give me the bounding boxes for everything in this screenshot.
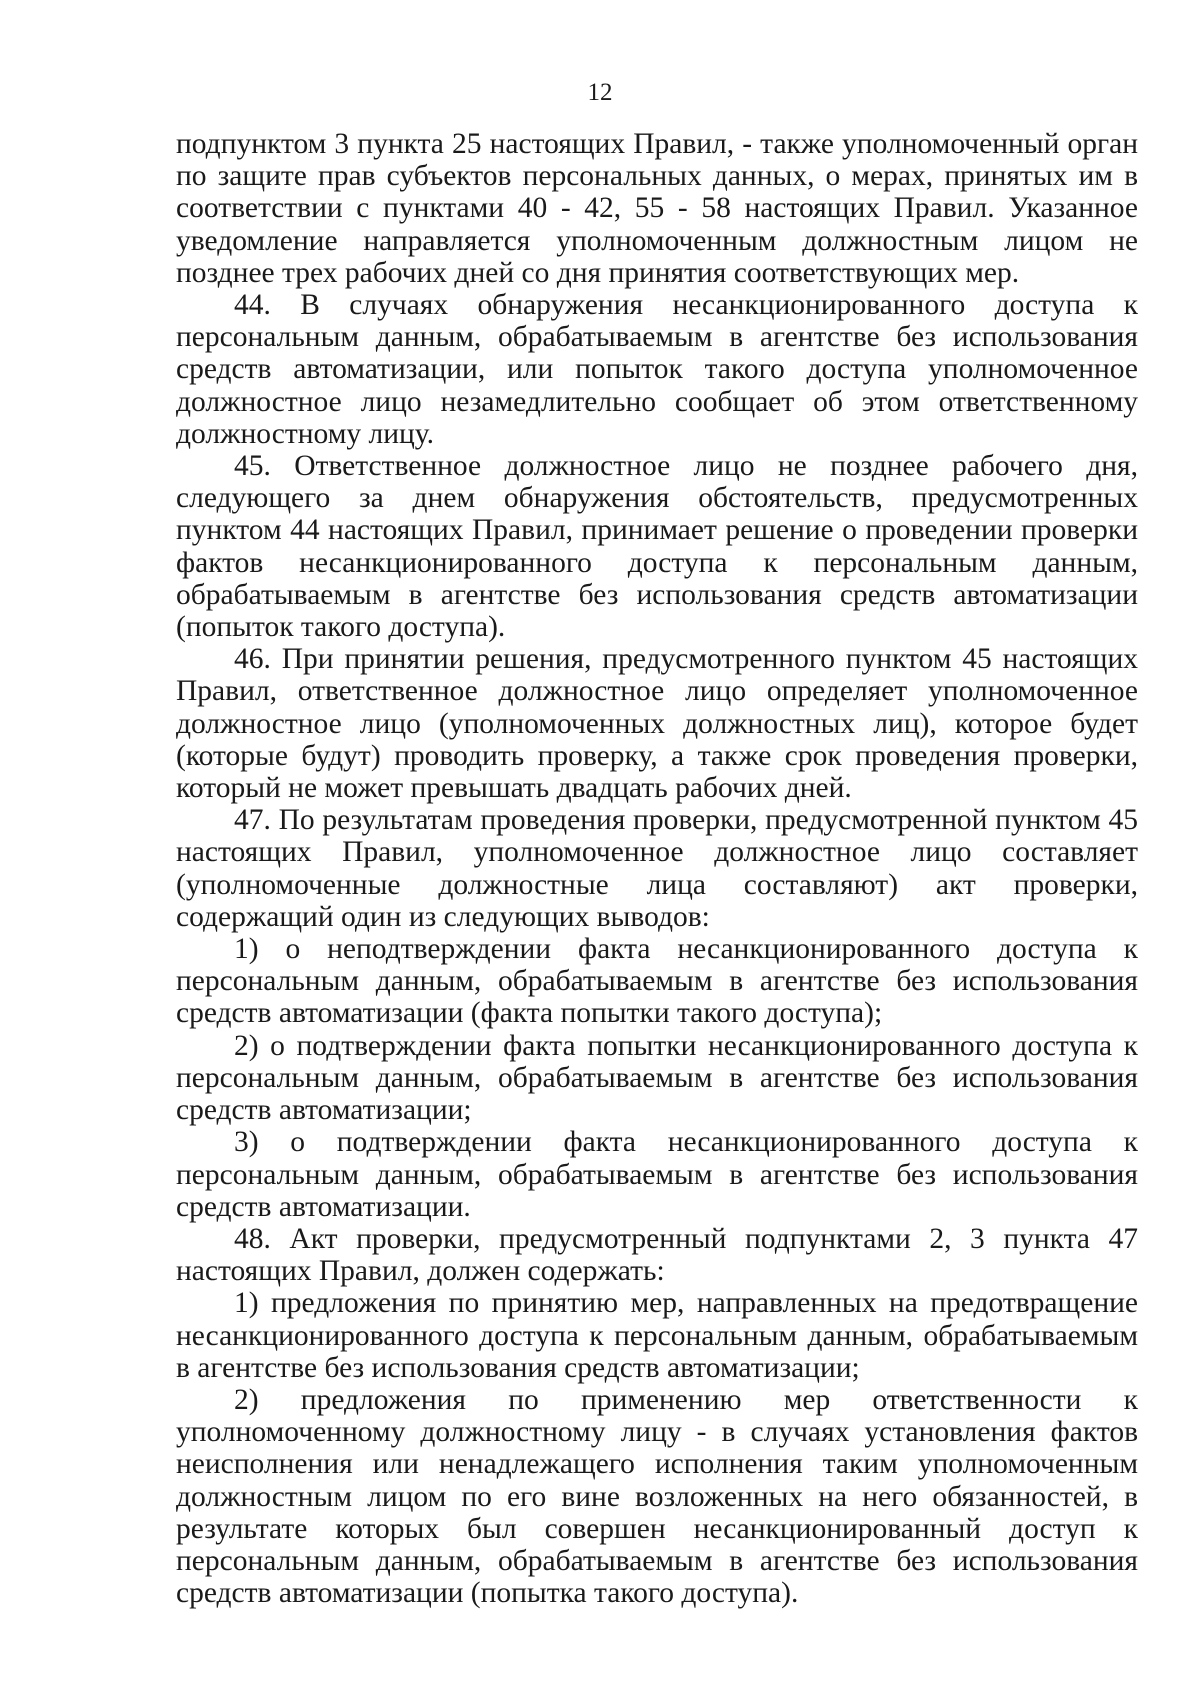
document-body (176, 128, 1138, 1609)
subparagraph-47-3: 3) о подтверждении факта несанкционированного доступа к персональным данным, обрабатываемым в агентстве без использования средств автоматизации. (176, 1126, 1138, 1223)
paragraph-46: 46. При принятии решения, предусмотренного пунктом 45 настоящих Правил, ответственное должностное лицо определяет уполномоченное должностное лицо (уполномоченных должностных лиц), которое будет (которые будут) проводить проверку, а также срок проведения проверки, который не может превышать двадцать рабочих дней. (176, 643, 1138, 805)
paragraph-continuation: подпунктом 3 пункта 25 настоящих Правил, - также уполномоченный орган по защите прав субъектов персональных данных, о мерах, принятых им в соответствии с пунктами 40 - 42, 55 - 58 настоящих Правил. Указанное уведомление направляется уполномоченным должностным лицом не позднее трех рабочих дней со дня принятия соответствующих мер. (176, 128, 1138, 289)
subparagraph-48-2: 2) предложения по применению мер ответственности к уполномоченному должностному лицу - в случаях установления фактов неисполнения или ненадлежащего исполнения таким уполномоченным должностным лицом по его вине возложенных на него обязанностей, в результате которых был совершен несанкционированный доступ к персональным данным, обрабатываемым в агентстве без использования средств автоматизации (попытка такого доступа). (176, 1383, 1138, 1610)
subparagraph-47-1: 1) о неподтверждении факта несанкционированного доступа к персональным данным, обрабатываемым в агентстве без использования средств автоматизации (факта попытки такого доступа); (176, 933, 1138, 1030)
paragraph-44: 44. В случаях обнаружения несанкционированного доступа к персональным данным, обрабатываемым в агентстве без использования средств автоматизации, или попыток такого доступа уполномоченное должностное лицо незамедлительно сообщает об этом ответственному должностному лицу. (176, 289, 1138, 450)
paragraph-47: 47. По результатам проведения проверки, предусмотренной пунктом 45 настоящих Правил, уполномоченное должностное лицо составляет (уполномоченные должностные лица составляют) акт проверки, содержащий один из следующих выводов: (176, 804, 1138, 933)
paragraph-45: 45. Ответственное должностное лицо не позднее рабочего дня, следующего за днем обнаружения обстоятельств, предусмотренных пунктом 44 настоящих Правил, принимает решение о проведении проверки фактов несанкционированного доступа к персональным данным, обрабатываемым в агентстве без использования средств автоматизации (попыток такого доступа). (176, 450, 1138, 644)
subparagraph-48-1: 1) предложения по принятию мер, направленных на предотвращение несанкционированного доступа к персональным данным, обрабатываемым в агентстве без использования средств автоматизации; (176, 1287, 1138, 1384)
subparagraph-47-2: 2) о подтверждении факта попытки несанкционированного доступа к персональным данным, обрабатываемым в агентстве без использования средств автоматизации; (176, 1029, 1138, 1127)
page-number: 12 (587, 79, 613, 106)
paragraph-48: 48. Акт проверки, предусмотренный подпунктами 2, 3 пункта 47 настоящих Правил, должен содержать: (176, 1222, 1138, 1288)
